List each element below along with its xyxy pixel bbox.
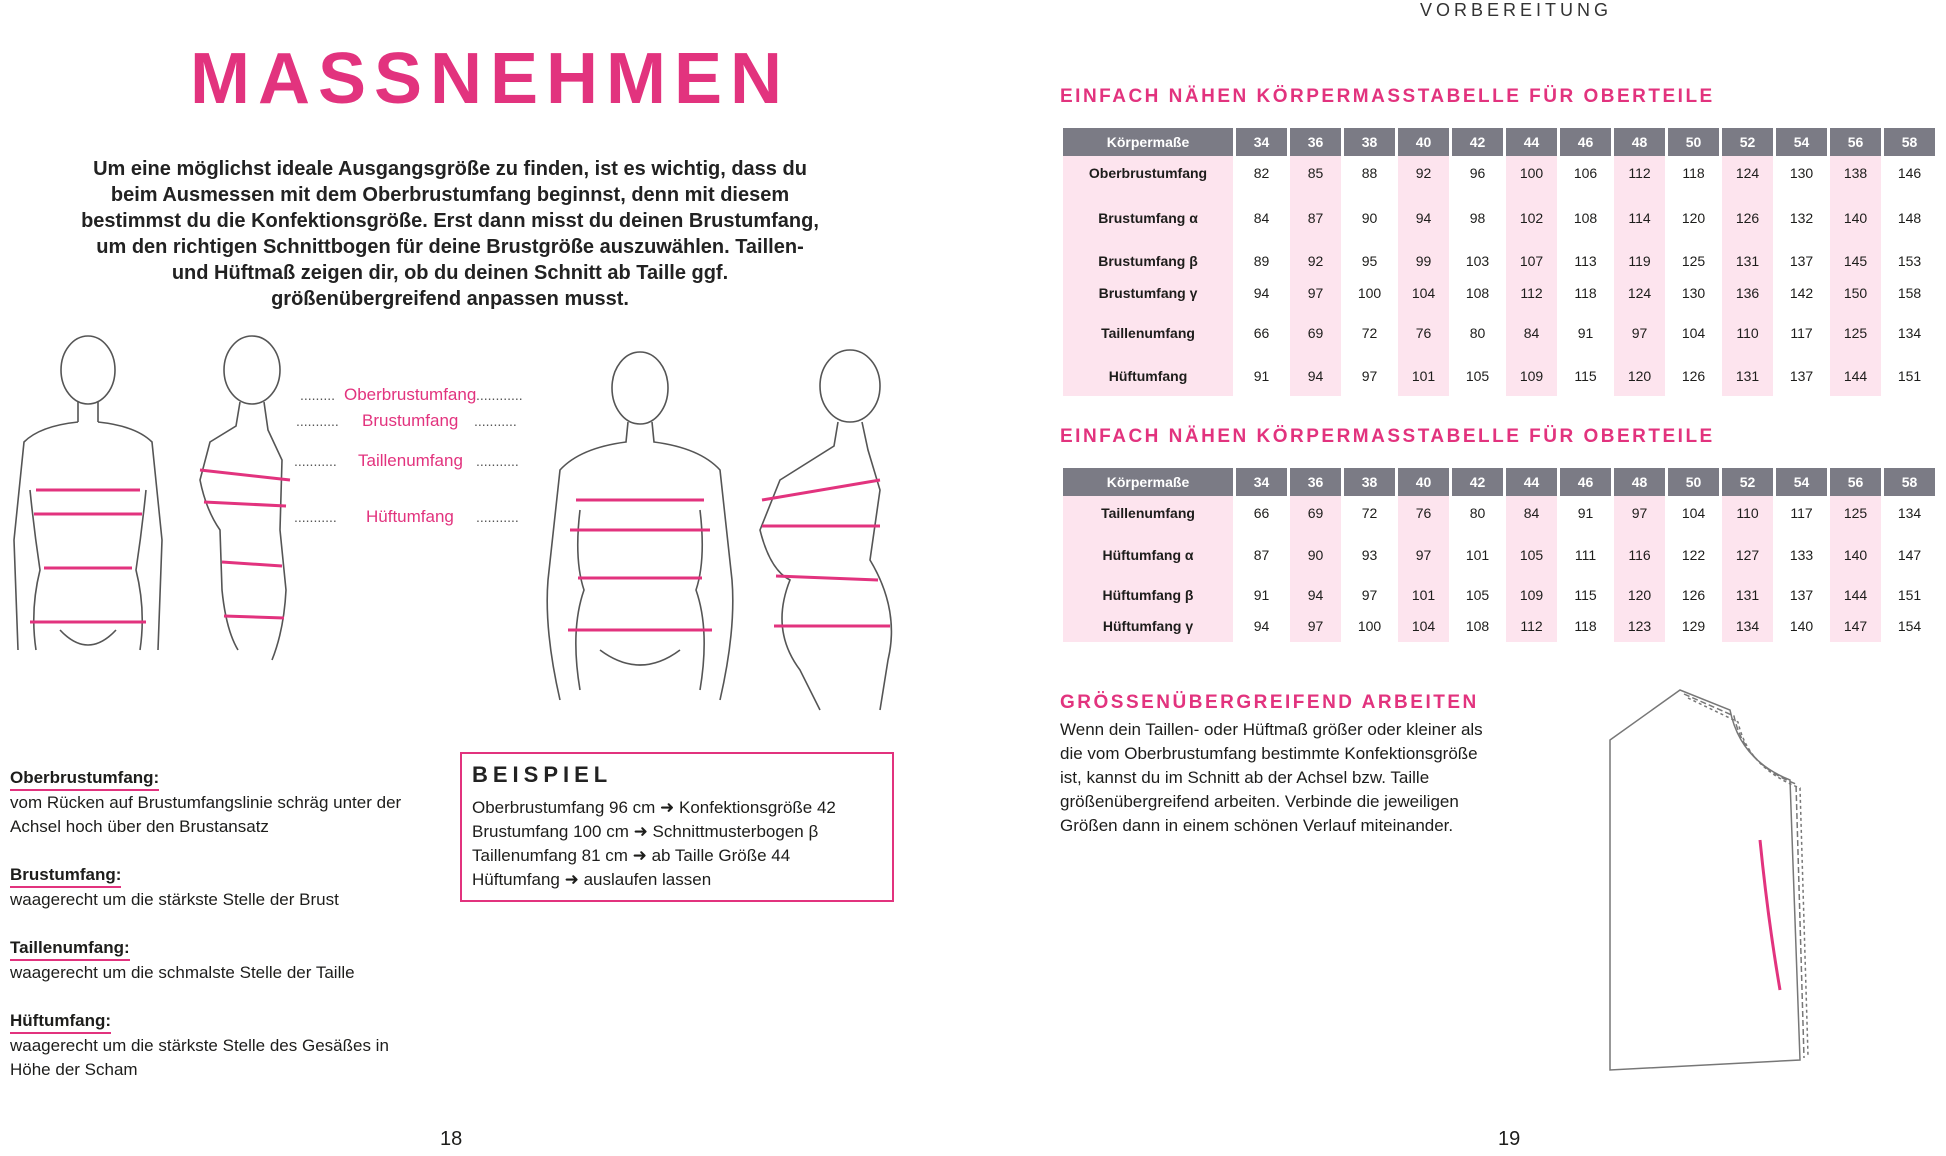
svg-text:...........: ........... <box>474 413 517 429</box>
table-cell: 93 <box>1361 547 1378 563</box>
table-header-size: 48 <box>1614 128 1665 156</box>
table-cell: 90 <box>1290 530 1341 580</box>
table-cell: 101 <box>1398 356 1449 396</box>
table-cell: 104 <box>1398 276 1449 310</box>
table-cell: 84 <box>1506 310 1557 356</box>
table-cell: 108 <box>1573 210 1598 226</box>
definition-term: Hüftumfang: <box>10 1010 111 1034</box>
table-header-size: 42 <box>1452 128 1503 156</box>
table-cell: 124 <box>1722 156 1773 190</box>
table-header-size: 50 <box>1668 128 1719 156</box>
definition-hueftumfang <box>10 1009 430 1082</box>
svg-text:...........: ........... <box>296 413 339 429</box>
svg-text:...........: ........... <box>294 453 337 469</box>
table-cell: 134 <box>1722 610 1773 642</box>
example-title: BEISPIEL <box>472 762 613 787</box>
table-cell: 101 <box>1465 547 1490 563</box>
table-cell: 89 <box>1253 253 1270 269</box>
table-cell: 69 <box>1290 496 1341 530</box>
label-oberbrustumfang: Oberbrustumfang <box>344 385 477 404</box>
table-cell: 134 <box>1897 325 1922 341</box>
table-cell: 130 <box>1789 165 1814 181</box>
table-cell: 124 <box>1614 276 1665 310</box>
table-cell: 140 <box>1830 190 1881 246</box>
table-cell: 131 <box>1722 246 1773 276</box>
table-cell: 110 <box>1722 310 1773 356</box>
table-cell: 140 <box>1830 530 1881 580</box>
table-cell: 112 <box>1614 156 1665 190</box>
table-cell: 126 <box>1681 368 1706 384</box>
table-header-size: 34 <box>1236 468 1287 496</box>
table-cell: 117 <box>1790 325 1813 341</box>
table-cell: 127 <box>1722 530 1773 580</box>
table-cell: 137 <box>1789 253 1814 269</box>
svg-text:...........: ........... <box>294 509 337 525</box>
table-cell: 151 <box>1897 368 1922 384</box>
table-cell: 151 <box>1897 587 1922 603</box>
section-text-groessenuebergreifend: Wenn dein Taillen- oder Hüftmaß größer oder kleiner als die vom Oberbrustumfang bestimmte Konfektionsgröße ist, kannst du im Schnitt ab der Achsel bzw. Taille größenübergreifend arbeiten. Verbinde die jeweiligen Größen dann in einem schönen Verlauf miteinander. <box>1060 720 1483 835</box>
table-cell: 105 <box>1506 530 1557 580</box>
section-title-groessenuebergreifend: GRÖSSENÜBERGREIFEND ARBEITEN <box>1060 692 1479 713</box>
table-cell: 145 <box>1830 246 1881 276</box>
table-header-size: 54 <box>1776 128 1827 156</box>
table-cell: 119 <box>1614 246 1665 276</box>
table-cell: 131 <box>1722 356 1773 396</box>
size-table-tops <box>1060 128 1938 396</box>
label-taillenumfang: Taillenumfang <box>358 451 463 470</box>
table-header-label: Körpermaße <box>1063 128 1233 156</box>
table-cell: 140 <box>1789 618 1814 634</box>
table-header-size: 42 <box>1452 468 1503 496</box>
table-cell: 96 <box>1469 165 1486 181</box>
svg-text:...........: ........... <box>476 509 519 525</box>
table-cell: 94 <box>1253 618 1270 634</box>
table-cell: 95 <box>1361 253 1378 269</box>
table-cell: 136 <box>1722 276 1773 310</box>
table-cell: 97 <box>1290 276 1341 310</box>
table-cell: 158 <box>1897 285 1922 301</box>
table-cell: 118 <box>1574 618 1597 634</box>
table-header-size: 40 <box>1398 468 1449 496</box>
table-cell: 114 <box>1614 190 1665 246</box>
table-row <box>1063 580 1935 610</box>
table-cell: 100 <box>1506 156 1557 190</box>
table-row <box>1063 610 1935 642</box>
table-cell: 130 <box>1681 285 1706 301</box>
page-title: MASSNEHMEN <box>190 39 791 119</box>
example-line: Brustumfang 100 cm ➜ Schnittmusterbogen β <box>472 822 819 841</box>
table-row-label: Hüftumfang β <box>1063 580 1233 610</box>
table-cell: 132 <box>1789 210 1814 226</box>
table-cell: 120 <box>1681 210 1706 226</box>
intro-paragraph: Um eine möglichst ideale Ausgangsgröße zu finden, ist es wichtig, dass du beim Ausmessen mit dem Oberbrustumfang beginnst, denn mit diesem bestimmst du die Konfektionsgröße. Erst dann misst du deinen Brustumfang, um den richtigen Schnittbogen für deine Brustgröße auszuwählen. Taillen- und Hüftmaß zeigen dir, ob du deinen Schnitt ab Taille ggf. größenübergreifend anpassen musst. <box>81 158 819 310</box>
table-cell: 100 <box>1357 618 1382 634</box>
table-cell: 99 <box>1398 246 1449 276</box>
svg-text:...........: ........... <box>476 453 519 469</box>
definition-text: vom Rücken auf Brustumfangslinie schräg unter der Achsel hoch über den Brustansatz <box>10 793 402 836</box>
table-cell: 111 <box>1574 547 1597 563</box>
table-cell: 125 <box>1830 496 1881 530</box>
body-measurement-illustration <box>0 330 940 720</box>
example-box <box>460 752 894 902</box>
table-cell: 105 <box>1465 368 1490 384</box>
table-cell: 112 <box>1506 610 1557 642</box>
table-row-label: Taillenumfang <box>1063 310 1233 356</box>
table-row <box>1063 530 1935 580</box>
table-row <box>1063 276 1935 310</box>
table-cell: 66 <box>1253 325 1270 341</box>
table-cell: 90 <box>1361 210 1378 226</box>
table-cell: 129 <box>1681 618 1706 634</box>
table-row-label: Oberbrustumfang <box>1063 156 1233 190</box>
table-header-size: 34 <box>1236 128 1287 156</box>
definition-term: Oberbrustumfang: <box>10 767 159 791</box>
table-cell: 126 <box>1722 190 1773 246</box>
table-cell: 133 <box>1789 547 1814 563</box>
label-brustumfang: Brustumfang <box>362 411 459 430</box>
table-cell: 120 <box>1614 580 1665 610</box>
definitions <box>10 766 430 1106</box>
example-line: Hüftumfang ➜ auslaufen lassen <box>472 870 712 889</box>
table-cell: 100 <box>1357 285 1382 301</box>
table-cell: 97 <box>1290 610 1341 642</box>
table-header-size: 58 <box>1884 128 1935 156</box>
table-cell: 109 <box>1506 356 1557 396</box>
table-cell: 154 <box>1897 618 1922 634</box>
table-row-label: Brustumfang β <box>1063 246 1233 276</box>
table-cell: 66 <box>1253 505 1270 521</box>
table-cell: 98 <box>1469 210 1486 226</box>
table-header-size: 50 <box>1668 468 1719 496</box>
table-row-label: Brustumfang γ <box>1063 276 1233 310</box>
table-cell: 85 <box>1290 156 1341 190</box>
table-cell: 134 <box>1897 505 1922 521</box>
table-row-label: Hüftumfang <box>1063 356 1233 396</box>
table-cell: 115 <box>1574 587 1597 603</box>
table-cell: 142 <box>1789 285 1814 301</box>
table-cell: 113 <box>1574 253 1597 269</box>
table-cell: 91 <box>1577 505 1594 521</box>
table-cell: 148 <box>1897 210 1922 226</box>
table-cell: 82 <box>1253 165 1270 181</box>
table-cell: 125 <box>1830 310 1881 356</box>
table-row <box>1063 156 1935 190</box>
table-cell: 94 <box>1290 580 1341 610</box>
table-row <box>1063 246 1935 276</box>
table-header-size: 36 <box>1290 128 1341 156</box>
table-cell: 102 <box>1506 190 1557 246</box>
table-header-size: 44 <box>1506 128 1557 156</box>
table-cell: 105 <box>1465 587 1490 603</box>
table-header-size: 36 <box>1290 468 1341 496</box>
table-header-size: 48 <box>1614 468 1665 496</box>
table-cell: 150 <box>1830 276 1881 310</box>
table-cell: 84 <box>1253 210 1270 226</box>
table-cell: 92 <box>1290 246 1341 276</box>
table-cell: 109 <box>1506 580 1557 610</box>
pattern-piece-illustration <box>1590 680 1810 1080</box>
example-line: Oberbrustumfang 96 cm ➜ Konfektionsgröße 42 <box>472 798 836 817</box>
table2-title: EINFACH NÄHEN KÖRPERMASSTABELLE FÜR OBERTEILE <box>1060 426 1715 447</box>
label-hueftumfang: Hüftumfang <box>366 507 454 526</box>
table-row <box>1063 496 1935 530</box>
table-cell: 76 <box>1398 496 1449 530</box>
size-table-hips <box>1060 468 1938 642</box>
table-cell: 144 <box>1830 356 1881 396</box>
table-cell: 97 <box>1361 587 1378 603</box>
table-cell: 123 <box>1614 610 1665 642</box>
table-header-size: 52 <box>1722 128 1773 156</box>
table-cell: 120 <box>1614 356 1665 396</box>
table-cell: 108 <box>1465 618 1490 634</box>
table-cell: 146 <box>1897 165 1922 181</box>
table-cell: 69 <box>1290 310 1341 356</box>
table-cell: 80 <box>1469 505 1486 521</box>
table1-title: EINFACH NÄHEN KÖRPERMASSTABELLE FÜR OBERTEILE <box>1060 86 1715 107</box>
table-cell: 137 <box>1789 368 1814 384</box>
table-header-size: 44 <box>1506 468 1557 496</box>
table-cell: 101 <box>1398 580 1449 610</box>
svg-text:............: ............ <box>476 387 523 403</box>
page-number-left: 18 <box>440 1128 463 1150</box>
table-cell: 116 <box>1614 530 1665 580</box>
table-row-label: Taillenumfang <box>1063 496 1233 530</box>
table-row-label: Hüftumfang γ <box>1063 610 1233 642</box>
svg-text:.........: ......... <box>300 387 336 403</box>
table-cell: 118 <box>1574 285 1597 301</box>
table-header-size: 58 <box>1884 468 1935 496</box>
table-header-size: 38 <box>1344 128 1395 156</box>
definition-text: waagerecht um die stärkste Stelle des Gesäßes in Höhe der Scham <box>10 1036 389 1079</box>
table-cell: 87 <box>1290 190 1341 246</box>
definition-term: Brustumfang: <box>10 864 121 888</box>
table-cell: 118 <box>1682 165 1705 181</box>
table-cell: 138 <box>1830 156 1881 190</box>
table-row-label: Brustumfang α <box>1063 190 1233 246</box>
table-cell: 125 <box>1681 253 1706 269</box>
table-cell: 147 <box>1897 547 1922 563</box>
example-line: Taillenumfang 81 cm ➜ ab Taille Größe 44 <box>472 846 791 865</box>
definition-text: waagerecht um die stärkste Stelle der Brust <box>10 890 339 909</box>
table-cell: 97 <box>1614 496 1665 530</box>
table-cell: 80 <box>1469 325 1486 341</box>
table-cell: 147 <box>1830 610 1881 642</box>
page-number-right: 19 <box>1498 1128 1521 1150</box>
definition-oberbrustumfang <box>10 766 430 839</box>
table-header-size: 46 <box>1560 468 1611 496</box>
table-cell: 72 <box>1361 505 1378 521</box>
table-cell: 87 <box>1253 547 1270 563</box>
table-cell: 91 <box>1253 368 1270 384</box>
table-cell: 137 <box>1789 587 1814 603</box>
table-header-size: 52 <box>1722 468 1773 496</box>
definition-taillenumfang <box>10 936 430 985</box>
definition-term: Taillenumfang: <box>10 937 130 961</box>
table-cell: 97 <box>1614 310 1665 356</box>
table-cell: 115 <box>1574 368 1597 384</box>
table-cell: 108 <box>1465 285 1490 301</box>
table-cell: 91 <box>1577 325 1594 341</box>
table-cell: 94 <box>1290 356 1341 396</box>
table-header-size: 56 <box>1830 128 1881 156</box>
table-cell: 153 <box>1897 253 1922 269</box>
table-cell: 104 <box>1681 505 1706 521</box>
table-header-size: 40 <box>1398 128 1449 156</box>
table-cell: 107 <box>1506 246 1557 276</box>
table-cell: 104 <box>1398 610 1449 642</box>
table-row-label: Hüftumfang α <box>1063 530 1233 580</box>
table-cell: 103 <box>1465 253 1490 269</box>
table-row <box>1063 310 1935 356</box>
table-cell: 88 <box>1361 165 1378 181</box>
table-cell: 110 <box>1722 496 1773 530</box>
table-cell: 144 <box>1830 580 1881 610</box>
definition-text: waagerecht um die schmalste Stelle der Taille <box>10 963 355 982</box>
running-head: VORBEREITUNG <box>1420 0 1613 20</box>
table-cell: 106 <box>1573 165 1598 181</box>
table-cell: 72 <box>1361 325 1378 341</box>
table-header-size: 56 <box>1830 468 1881 496</box>
table-row <box>1063 190 1935 246</box>
definition-brustumfang <box>10 863 430 912</box>
table-cell: 92 <box>1398 156 1449 190</box>
table-cell: 112 <box>1506 276 1557 310</box>
table-cell: 97 <box>1398 530 1449 580</box>
table-cell: 131 <box>1722 580 1773 610</box>
table-cell: 97 <box>1361 368 1378 384</box>
figure-labels <box>294 385 523 526</box>
table-cell: 104 <box>1681 325 1706 341</box>
table-cell: 94 <box>1253 285 1270 301</box>
table-header-label: Körpermaße <box>1063 468 1233 496</box>
table-cell: 84 <box>1506 496 1557 530</box>
table-cell: 117 <box>1790 505 1813 521</box>
table-row <box>1063 356 1935 396</box>
table-header-size: 46 <box>1560 128 1611 156</box>
table-cell: 76 <box>1398 310 1449 356</box>
table-header-size: 54 <box>1776 468 1827 496</box>
table-cell: 94 <box>1398 190 1449 246</box>
table-cell: 126 <box>1681 587 1706 603</box>
table-cell: 91 <box>1253 587 1270 603</box>
table-header-size: 38 <box>1344 468 1395 496</box>
table-cell: 122 <box>1681 547 1706 563</box>
